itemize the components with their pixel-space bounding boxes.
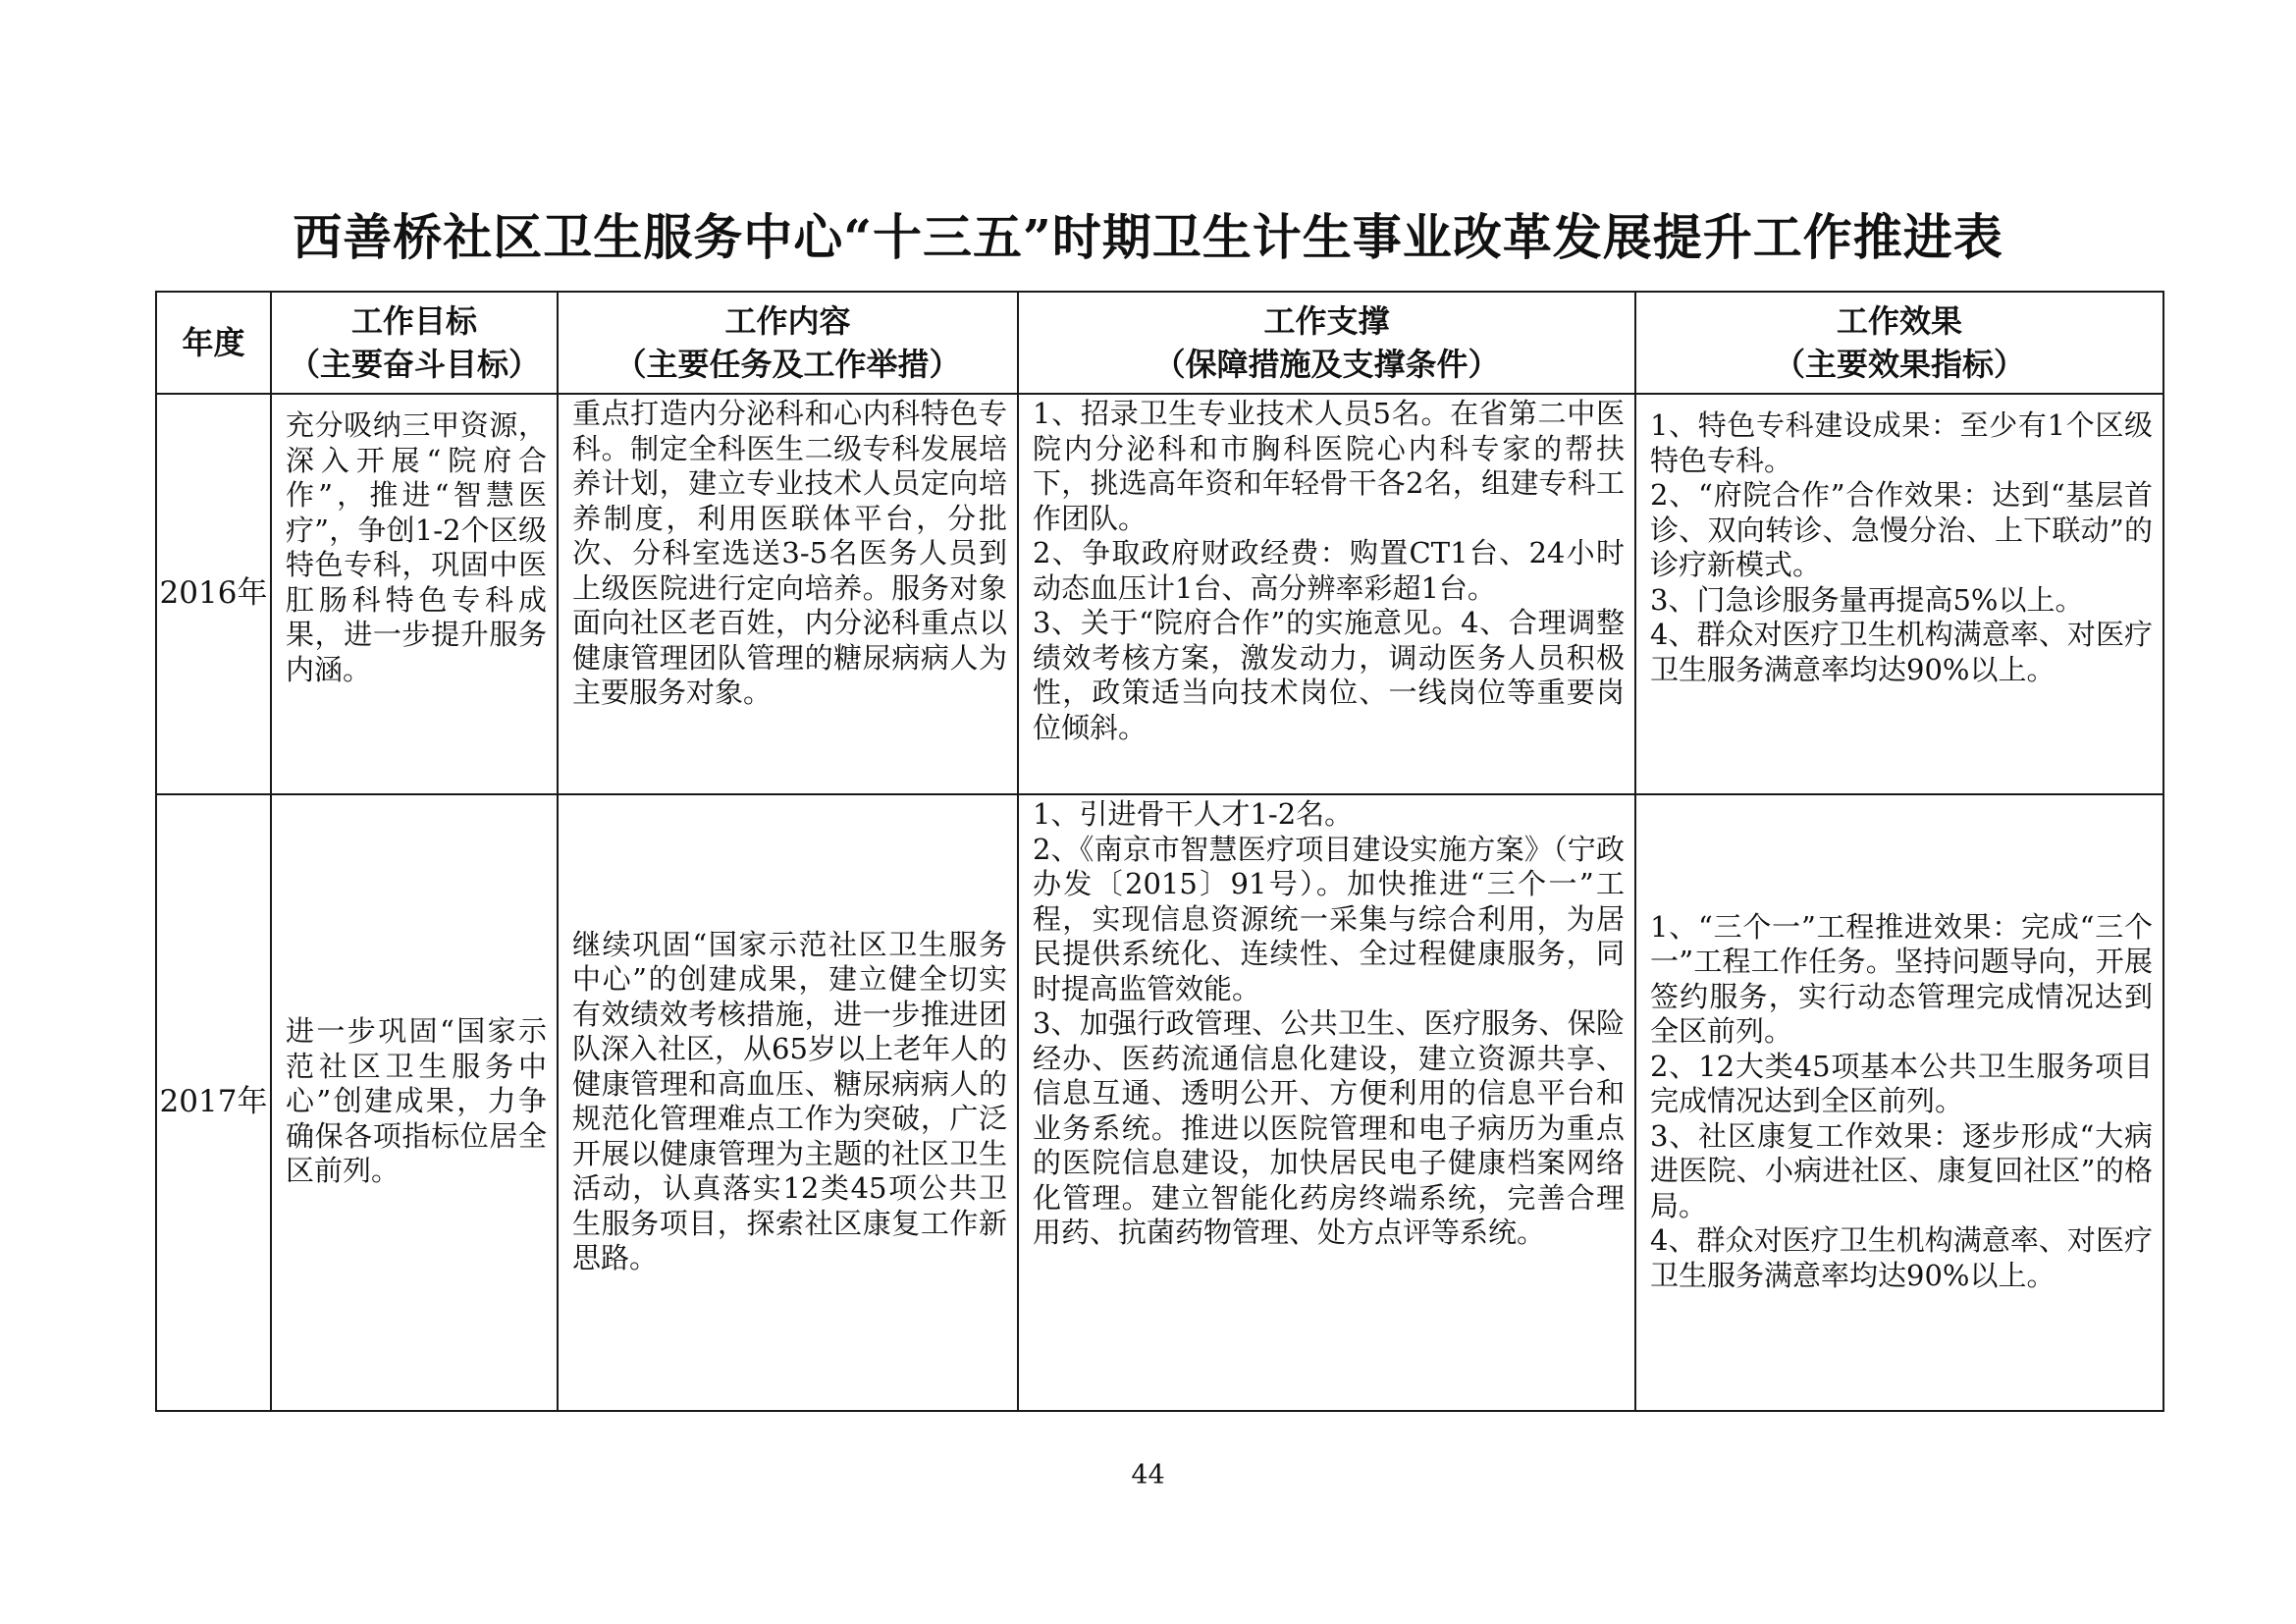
goal-cell: 进一步巩固“国家示范社区卫生服务中心”创建成果，力争确保各项指标位居全区前列。	[271, 794, 558, 1411]
support-item: 2、《南京市智慧医疗项目建设实施方案》（宁政办发〔2015〕91号）。加快推进“三个一”工程，实现信息资源统一采集与综合利用，为居民提供系统化、连续性、全过程健康服务，同时提高监管效能。	[1033, 832, 1625, 1005]
content-cell: 继续巩固“国家示范社区卫生服务中心”的创建成果，建立健全切实有效绩效考核措施，进一步推进团队深入社区，从65岁以上老年人的健康管理和高血压、糖尿病病人的规范化管理难点工作为突破，广泛开展以健康管理为主题的社区卫生活动，认真落实12类45项公共卫生服务项目，探索社区康复工作新思路。	[558, 794, 1018, 1411]
header-support-subtitle: （保障措施及支撑条件）	[1153, 346, 1500, 383]
support-item: 3、加强行政管理、公共卫生、医疗服务、保险经办、医药流通信息化建设，建立资源共享、信息互通、透明公开、方便利用的信息平台和业务系统。推进以医院管理和电子病历为重点的医院信息建设，加快居民电子健康档案网络化管理。建立智能化药房终端系统，完善合理用药、抗菌药物管理、处方点评等系统。	[1033, 1006, 1625, 1249]
support-item: 3、关于“院府合作”的实施意见。4、合理调整绩效考核方案，激发动力，调动医务人员积极性，政策适当向技术岗位、一线岗位等重要岗位倾斜。	[1033, 606, 1625, 744]
support-item: 1、引进骨干人才1-2名。	[1033, 797, 1354, 831]
header-effect-title: 工作效果	[1836, 302, 1962, 340]
effect-cell	[1635, 394, 2163, 794]
effect-item: 4、群众对医疗卫生机构满意率、对医疗卫生服务满意率均达90%以上。	[1650, 1223, 2153, 1292]
support-item: 1、招录卫生专业技术人员5名。在省第二中医院内分泌科和市胸科医院心内科专家的帮扶下，挑选高年资和年轻骨干各2名，组建专科工作团队。	[1033, 397, 1625, 535]
page-title: 西善桥社区卫生服务中心“十三五”时期卫生计生事业改革发展提升工作推进表	[293, 208, 2003, 266]
support-item: 2、争取政府财政经费：购置CT1台、24小时动态血压计1台、高分辨率彩超1台。	[1033, 536, 1625, 605]
effect-item: 3、门急诊服务量再提高5%以上。	[1650, 582, 2084, 617]
support-cell	[1018, 794, 1635, 1411]
goal-cell: 充分吸纳三甲资源，深入开展“院府合作”，推进“智慧医疗”，争创1-2个区级特色专科，巩固中医肛肠科特色专科成果，进一步提升服务内涵。	[271, 394, 558, 794]
table-row-2017	[156, 794, 2163, 1411]
header-effect-subtitle: （主要效果指标）	[1773, 346, 2025, 383]
table-header-row	[156, 292, 2163, 394]
effect-item: 2、“府院合作”合作效果：达到“基层首诊、双向转诊、急慢分治、上下联动”的诊疗新模式。	[1650, 478, 2153, 581]
year-cell: 2017年	[156, 794, 271, 1411]
page-number: 44	[1131, 1460, 1165, 1490]
year-cell: 2016年	[156, 394, 271, 794]
header-content-title: 工作内容	[724, 302, 851, 340]
table-row-2016	[156, 394, 2163, 794]
effect-item: 4、群众对医疗卫生机构满意率、对医疗卫生服务满意率均达90%以上。	[1650, 618, 2153, 686]
header-goal	[271, 292, 558, 394]
header-support	[1018, 292, 1635, 394]
header-year: 年度	[156, 292, 271, 394]
header-effect	[1635, 292, 2163, 394]
header-support-title: 工作支撑	[1263, 302, 1390, 340]
effect-item: 3、社区康复工作效果：逐步形成“大病进医院、小病进社区、康复回社区”的格局。	[1650, 1118, 2153, 1222]
content-cell: 重点打造内分泌科和心内科特色专科。制定全科医生二级专科发展培养计划，建立专业技术人员定向培养制度，利用医联体平台，分批次、分科室选送3-5名医务人员到上级医院进行定向培养。服务对象面向社区老百姓，内分泌科重点以健康管理团队管理的糖尿病病人为主要服务对象。	[558, 394, 1018, 794]
effect-item: 1、“三个一”工程推进效果：完成“三个一”工程工作任务。坚持问题导向，开展签约服务，实行动态管理完成情况达到全区前列。	[1650, 909, 2153, 1049]
support-cell	[1018, 394, 1635, 794]
header-goal-subtitle: （主要奋斗目标）	[288, 346, 540, 383]
effect-item: 1、特色专科建设成果：至少有1个区级特色专科。	[1650, 408, 2153, 477]
header-content	[558, 292, 1018, 394]
effect-cell	[1635, 794, 2163, 1411]
header-content-subtitle: （主要任务及工作举措）	[614, 346, 961, 383]
header-goal-title: 工作目标	[350, 302, 477, 340]
effect-item: 2、12大类45项基本公共卫生服务项目完成情况达到全区前列。	[1650, 1049, 2153, 1118]
work-plan-table	[155, 291, 2164, 1412]
